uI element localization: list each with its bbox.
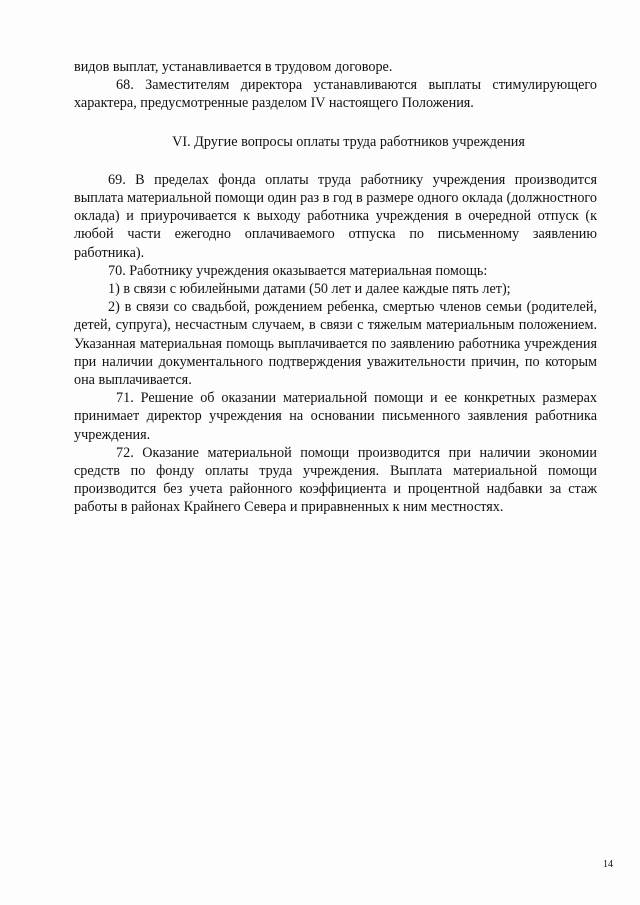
list-item-70-1: 1) в связи с юбилейными датами (50 лет и далее каждые пять лет); bbox=[108, 281, 511, 298]
paragraph-68: 68. Заместителям директора устанавливаются выплаты стимулирующего характера, предусмотренные разделом IV настоящего Положения. bbox=[74, 77, 597, 112]
list-item-70-2: 2) в связи со свадьбой, рождением ребенка, смертью членов семьи (родителей, детей, супруга), несчастным случаем, в связи с тяжелым материальным положением. Указанная материальная помощь выплачивается по заявлению работника учреждения при наличии документального подтверждения уважительности причин, по которым она выплачивается. bbox=[74, 299, 597, 389]
paragraph-71: 71. Решение об оказании материальной помощи и ее конкретных размерах принимает директор учреждения на основании письменного заявления работника учреждения. bbox=[74, 390, 597, 443]
paragraph-70: 70. Работнику учреждения оказывается материальная помощь: bbox=[108, 262, 488, 279]
paragraph-72: 72. Оказание материальной помощи производится при наличии экономии средств по фонду оплаты труда учреждения. Выплата материальной помощи производится без учета районного коэффициента и процентной надбавки за стаж работы в районах Крайнего Севера и приравненных к ним местностях. bbox=[74, 444, 597, 516]
paragraph-continuation: видов выплат, устанавливается в трудовом договоре. bbox=[74, 59, 393, 75]
page-number: 14 bbox=[603, 859, 613, 870]
paragraph-69: 69. В пределах фонда оплаты труда работнику учреждения производится выплата материальной помощи один раз в год в размере одного оклада (должностного оклада) и приурочивается к выходу работника учреждения в очередной отпуск (к любой части ежегодно оплачиваемого отпуска по письменному заявлению работника). bbox=[74, 171, 597, 261]
section-heading: VI. Другие вопросы оплаты труда работников учреждения bbox=[172, 133, 525, 150]
document-body bbox=[74, 58, 597, 517]
